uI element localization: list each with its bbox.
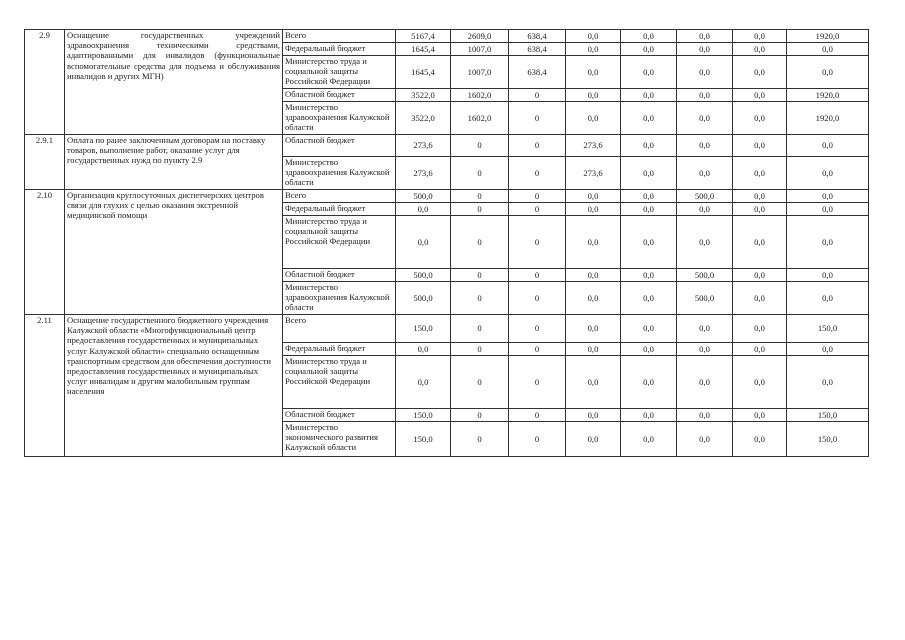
amount-cell: 0,0 (566, 343, 621, 356)
amount-cell: 0,0 (621, 282, 677, 315)
amount-cell: 638,4 (509, 43, 566, 56)
amount-cell: 150,0 (396, 422, 451, 457)
amount-cell: 0,0 (396, 356, 451, 409)
amount-cell: 273,6 (566, 135, 621, 157)
amount-cell: 0,0 (621, 343, 677, 356)
amount-cell: 0,0 (621, 135, 677, 157)
amount-cell: 1920,0 (787, 30, 869, 43)
funding-source: Федеральный бюджет (283, 343, 396, 356)
amount-cell: 0,0 (787, 203, 869, 216)
amount-cell: 638,4 (509, 30, 566, 43)
amount-cell: 0 (509, 422, 566, 457)
item-number: 2.9.1 (25, 135, 65, 190)
amount-cell: 0,0 (733, 356, 787, 409)
amount-cell: 0,0 (566, 190, 621, 203)
amount-cell: 0,0 (677, 89, 733, 102)
amount-cell: 0 (451, 269, 509, 282)
amount-cell: 0,0 (566, 203, 621, 216)
amount-cell: 0,0 (621, 356, 677, 409)
item-description: Оплата по ранее заключенным договорам на поставку товаров, выполнение работ, оказание услуг для государственных нужд по пункту 2.9 (65, 135, 283, 190)
amount-cell: 0,0 (621, 89, 677, 102)
amount-cell: 0,0 (677, 56, 733, 89)
amount-cell: 500,0 (677, 190, 733, 203)
amount-cell: 0 (451, 343, 509, 356)
amount-cell: 0,0 (621, 157, 677, 190)
amount-cell: 0,0 (733, 409, 787, 422)
amount-cell: 0 (451, 216, 509, 269)
amount-cell: 0,0 (787, 269, 869, 282)
amount-cell: 150,0 (396, 409, 451, 422)
amount-cell: 0,0 (677, 157, 733, 190)
amount-cell: 150,0 (396, 315, 451, 343)
amount-cell: 500,0 (677, 282, 733, 315)
item-number: 2.10 (25, 190, 65, 315)
amount-cell: 0 (509, 157, 566, 190)
amount-cell: 0,0 (787, 343, 869, 356)
amount-cell: 0 (509, 343, 566, 356)
amount-cell: 2609,0 (451, 30, 509, 43)
amount-cell: 0,0 (621, 102, 677, 135)
funding-source: Всего (283, 190, 396, 203)
amount-cell: 0,0 (566, 30, 621, 43)
amount-cell: 0,0 (621, 56, 677, 89)
amount-cell: 0,0 (621, 43, 677, 56)
amount-cell: 1602,0 (451, 89, 509, 102)
amount-cell: 0 (509, 216, 566, 269)
amount-cell: 0,0 (733, 102, 787, 135)
amount-cell: 0,0 (733, 56, 787, 89)
amount-cell: 0 (509, 409, 566, 422)
item-number: 2.11 (25, 315, 65, 457)
amount-cell: 0,0 (787, 190, 869, 203)
amount-cell: 0,0 (677, 422, 733, 457)
amount-cell: 0 (509, 135, 566, 157)
amount-cell: 0,0 (621, 269, 677, 282)
amount-cell: 0 (509, 190, 566, 203)
funding-source: Федеральный бюджет (283, 203, 396, 216)
amount-cell: 0 (451, 282, 509, 315)
table-body (25, 30, 869, 457)
amount-cell: 1007,0 (451, 56, 509, 89)
amount-cell: 0,0 (677, 343, 733, 356)
item-description: Оснащение государственных учреждений здравоохранения техническими средствами, адаптированными для инвалидов (функциональные вспомогательные средства для подъема и обслуживания инвалидов и других МГН) (65, 30, 283, 135)
amount-cell: 0 (451, 203, 509, 216)
amount-cell: 5167,4 (396, 30, 451, 43)
amount-cell: 1645,4 (396, 43, 451, 56)
amount-cell: 500,0 (396, 269, 451, 282)
amount-cell: 0 (509, 89, 566, 102)
amount-cell: 0,0 (621, 190, 677, 203)
amount-cell: 500,0 (677, 269, 733, 282)
amount-cell: 0,0 (566, 89, 621, 102)
amount-cell: 1007,0 (451, 43, 509, 56)
table-row (25, 135, 869, 157)
amount-cell: 1920,0 (787, 89, 869, 102)
amount-cell: 0,0 (733, 203, 787, 216)
budget-table-page (24, 29, 869, 457)
amount-cell: 0,0 (677, 30, 733, 43)
amount-cell: 0 (451, 157, 509, 190)
amount-cell: 150,0 (787, 422, 869, 457)
amount-cell: 0,0 (733, 422, 787, 457)
amount-cell: 1645,4 (396, 56, 451, 89)
item-number: 2.9 (25, 30, 65, 135)
amount-cell: 0,0 (566, 315, 621, 343)
amount-cell: 0 (509, 203, 566, 216)
funding-source: Областной бюджет (283, 409, 396, 422)
item-description: Оснащение государственного бюджетного учреждения Калужской области «Многофункциональный центр предоставления государственных и муниципальных услуг Калужской области» специально оснащенным транспортным средством для обеспечения доступности предоставления государственных и муниципальных услуг инвалидам и другим малобильным группам населения (65, 315, 283, 457)
amount-cell: 0 (509, 356, 566, 409)
amount-cell: 0,0 (733, 343, 787, 356)
table-row (25, 30, 869, 43)
funding-source: Министерство экономического развития Калужской области (283, 422, 396, 457)
amount-cell: 0,0 (677, 356, 733, 409)
amount-cell: 0,0 (621, 203, 677, 216)
funding-source: Всего (283, 315, 396, 343)
amount-cell: 0,0 (733, 89, 787, 102)
amount-cell: 0,0 (566, 102, 621, 135)
amount-cell: 0,0 (787, 135, 869, 157)
amount-cell: 500,0 (396, 190, 451, 203)
amount-cell: 0,0 (733, 216, 787, 269)
amount-cell: 1602,0 (451, 102, 509, 135)
amount-cell: 0,0 (677, 216, 733, 269)
funding-source: Областной бюджет (283, 135, 396, 157)
amount-cell: 3522,0 (396, 102, 451, 135)
amount-cell: 273,6 (396, 135, 451, 157)
amount-cell: 0 (451, 409, 509, 422)
amount-cell: 0,0 (733, 190, 787, 203)
amount-cell: 0,0 (677, 102, 733, 135)
amount-cell: 0,0 (787, 216, 869, 269)
amount-cell: 0,0 (396, 203, 451, 216)
program-budget-table (24, 29, 869, 457)
amount-cell: 0,0 (677, 135, 733, 157)
amount-cell: 0,0 (733, 135, 787, 157)
funding-source: Министерство здравоохранения Калужской области (283, 157, 396, 190)
funding-source: Областной бюджет (283, 89, 396, 102)
amount-cell: 0 (509, 102, 566, 135)
amount-cell: 638,4 (509, 56, 566, 89)
amount-cell: 0,0 (787, 56, 869, 89)
amount-cell: 0,0 (733, 282, 787, 315)
amount-cell: 0,0 (621, 409, 677, 422)
amount-cell: 0,0 (396, 343, 451, 356)
amount-cell: 0,0 (677, 315, 733, 343)
amount-cell: 0 (509, 282, 566, 315)
amount-cell: 0,0 (566, 282, 621, 315)
amount-cell: 0,0 (566, 56, 621, 89)
amount-cell: 0,0 (733, 30, 787, 43)
amount-cell: 0,0 (733, 315, 787, 343)
funding-source: Министерство труда и социальной защиты Российской Федерации (283, 56, 396, 89)
amount-cell: 150,0 (787, 315, 869, 343)
amount-cell: 0,0 (733, 43, 787, 56)
funding-source: Министерство здравоохранения Калужской области (283, 102, 396, 135)
amount-cell: 0,0 (621, 315, 677, 343)
amount-cell: 0,0 (566, 43, 621, 56)
amount-cell: 0,0 (566, 216, 621, 269)
amount-cell: 0 (509, 269, 566, 282)
amount-cell: 0,0 (787, 157, 869, 190)
amount-cell: 0 (509, 315, 566, 343)
amount-cell: 3522,0 (396, 89, 451, 102)
amount-cell: 0,0 (787, 43, 869, 56)
amount-cell: 0,0 (677, 43, 733, 56)
amount-cell: 0,0 (677, 203, 733, 216)
funding-source: Министерство здравоохранения Калужской области (283, 282, 396, 315)
amount-cell: 0,0 (621, 30, 677, 43)
amount-cell: 0 (451, 315, 509, 343)
amount-cell: 0 (451, 190, 509, 203)
amount-cell: 0,0 (566, 269, 621, 282)
table-row (25, 190, 869, 203)
funding-source: Министерство труда и социальной защиты Российской Федерации (283, 216, 396, 269)
amount-cell: 0 (451, 422, 509, 457)
amount-cell: 0,0 (566, 409, 621, 422)
amount-cell: 0,0 (566, 356, 621, 409)
amount-cell: 0,0 (787, 282, 869, 315)
funding-source: Всего (283, 30, 396, 43)
amount-cell: 1920,0 (787, 102, 869, 135)
amount-cell: 0,0 (733, 269, 787, 282)
amount-cell: 150,0 (787, 409, 869, 422)
amount-cell: 500,0 (396, 282, 451, 315)
amount-cell: 273,6 (566, 157, 621, 190)
amount-cell: 0,0 (677, 409, 733, 422)
amount-cell: 273,6 (396, 157, 451, 190)
amount-cell: 0,0 (621, 422, 677, 457)
funding-source: Федеральный бюджет (283, 43, 396, 56)
funding-source: Министерство труда и социальной защиты Российской Федерации (283, 356, 396, 409)
amount-cell: 0,0 (621, 216, 677, 269)
amount-cell: 0,0 (396, 216, 451, 269)
amount-cell: 0,0 (787, 356, 869, 409)
amount-cell: 0,0 (733, 157, 787, 190)
item-description: Организация круглосуточных диспетчерских центров связи для глухих с целью оказания экстренной медицинской помощи (65, 190, 283, 315)
table-row (25, 315, 869, 343)
amount-cell: 0 (451, 135, 509, 157)
amount-cell: 0 (451, 356, 509, 409)
funding-source: Областной бюджет (283, 269, 396, 282)
amount-cell: 0,0 (566, 422, 621, 457)
